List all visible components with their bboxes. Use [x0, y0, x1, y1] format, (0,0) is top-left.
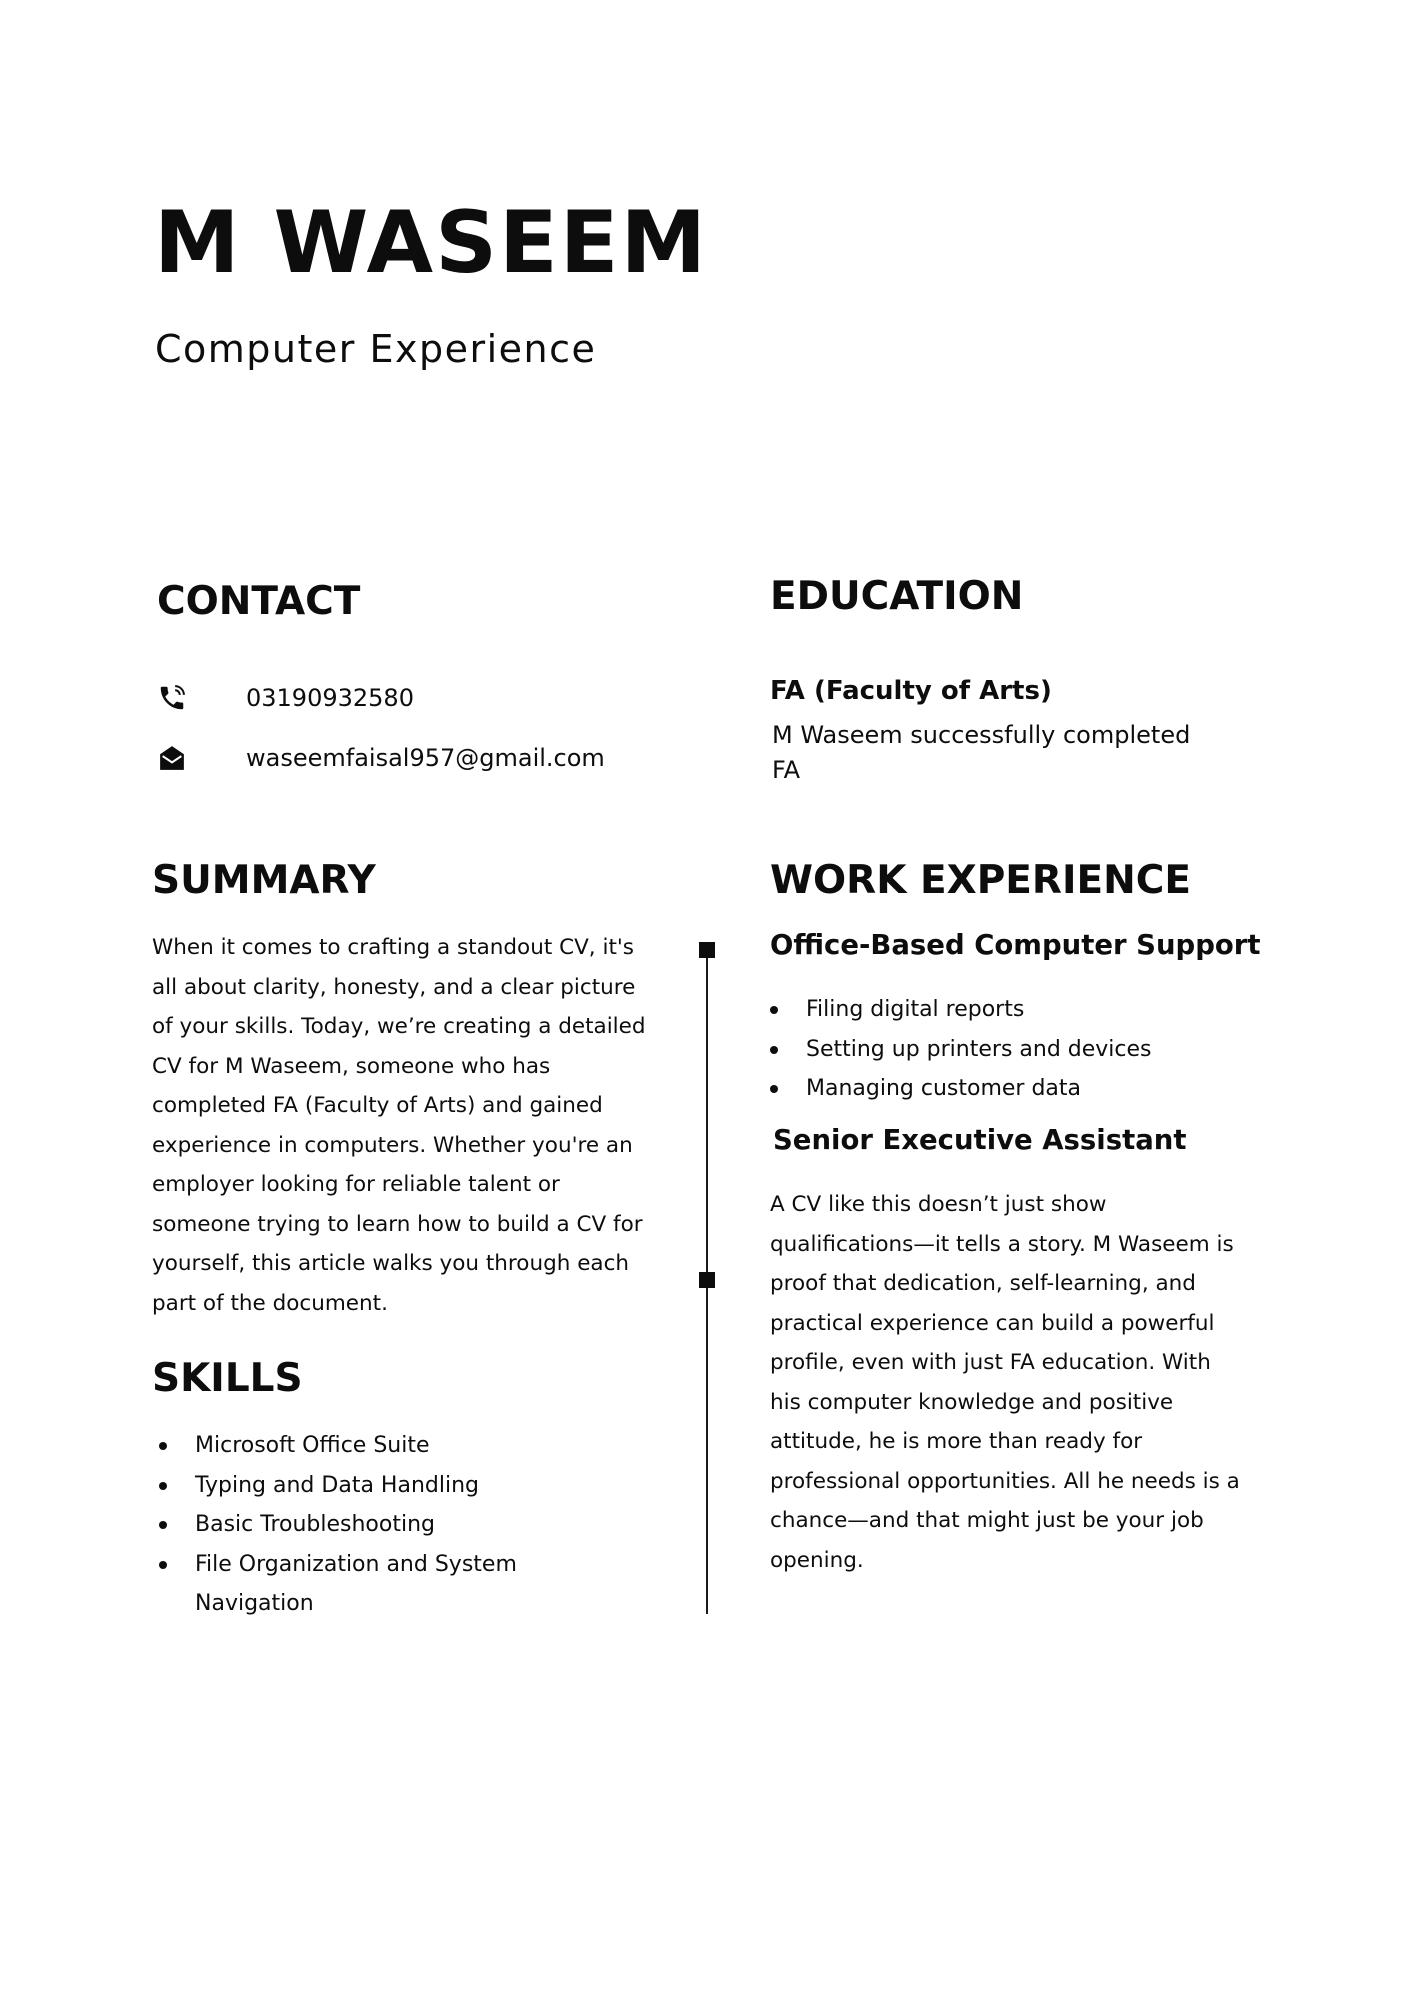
job-title: Office-Based Computer Support — [770, 929, 1261, 961]
envelope-icon — [156, 742, 188, 774]
skill-item: Microsoft Office Suite — [159, 1426, 579, 1466]
summary-text: When it comes to crafting a standout CV, it's all about clarity, honesty, and a clear picture of your skills. Today, we’re creating a detailed CV for M Waseem, someone who has completed FA (Faculty of Arts) and gained experience in computers. Whether you're an employer looking for reliable talent or someone trying to learn how to build a CV for yourself, this article walks you through each part of the document. — [152, 935, 646, 1316]
job-duty-item: Managing customer data — [770, 1069, 1290, 1109]
work-experience-heading: WORK EXPERIENCE — [770, 858, 1192, 903]
skill-item: File Organization and System Navigation — [159, 1545, 579, 1624]
education-description: M Waseem successfully completed FA — [772, 721, 1191, 784]
job-duty-item: Setting up printers and devices — [770, 1030, 1290, 1070]
skills-list — [159, 1426, 579, 1624]
summary-heading: SUMMARY — [152, 858, 376, 903]
education-heading: EDUCATION — [770, 574, 1024, 619]
contact-email[interactable]: waseemfaisal957@gmail.com — [246, 744, 605, 772]
timeline-marker — [699, 942, 715, 958]
job-description: A CV like this doesn’t just show qualifications—it tells a story. M Waseem is proof that dedication, self-learning, and practical experience can build a powerful profile, even with just FA education. With his computer knowledge and positive attitude, he is more than ready for professional opportunities. All he needs is a chance—and that might just be your job opening. — [770, 1192, 1240, 1573]
education-degree: FA (Faculty of Arts) — [770, 676, 1052, 706]
contact-email-row — [156, 740, 605, 776]
skill-item: Typing and Data Handling — [159, 1466, 579, 1506]
job-duty-item: Filing digital reports — [770, 990, 1290, 1030]
skill-item: Basic Troubleshooting — [159, 1505, 579, 1545]
phone-icon — [156, 682, 188, 714]
skills-heading: SKILLS — [152, 1356, 303, 1401]
timeline-marker — [699, 1272, 715, 1288]
job-duties-list — [770, 990, 1290, 1109]
contact-phone-row — [156, 680, 414, 716]
contact-heading: CONTACT — [157, 579, 361, 624]
contact-phone[interactable]: 03190932580 — [246, 684, 414, 712]
candidate-subtitle: Computer Experience — [155, 327, 597, 371]
candidate-name: M WASEEM — [154, 193, 709, 293]
job-title: Senior Executive Assistant — [773, 1124, 1187, 1156]
